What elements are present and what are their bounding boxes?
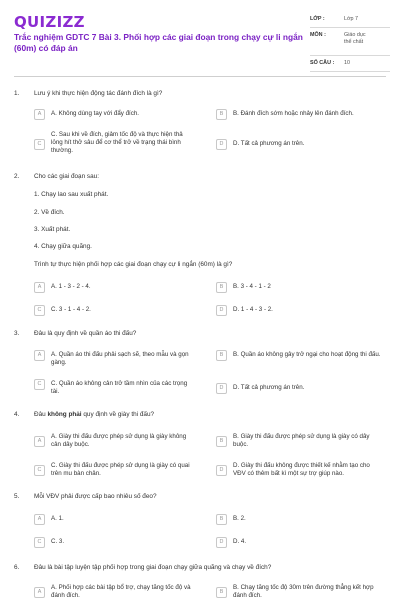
question-text: Mỗi VĐV phải được cấp bao nhiêu số đeo? xyxy=(34,493,157,500)
option-letter-box: B xyxy=(216,282,227,293)
question-text-pre: Đâu xyxy=(34,411,48,418)
meta-value: Lớp 7 xyxy=(344,16,359,22)
option-text: B. Chạy tăng tốc độ 30m trên đường thẳng kết hợp đánh đích. xyxy=(233,584,374,599)
option-letter-box: A xyxy=(34,436,45,447)
option-text: A. Phối hợp các bài tập bổ trợ, chạy tăng tốc độ và đánh đích. xyxy=(51,584,191,599)
option-text: B. Quần áo không gây trở ngại cho hoạt động thi đấu. xyxy=(233,351,381,358)
quizizz-logo: QUIZIZZ xyxy=(14,13,85,31)
option-text: B. 3 - 4 - 1 - 2 xyxy=(233,283,271,290)
option-letter-box: C xyxy=(34,537,45,548)
option-text: D. 1 - 4 - 3 - 2. xyxy=(233,306,273,313)
question-text: Đâu là quy định về quần áo thi đấu? xyxy=(34,330,137,337)
option-letter-box: A xyxy=(34,587,45,598)
option-text: A. Quần áo thi đấu phải sạch sẽ, theo mẫu và gọn gàng. xyxy=(51,351,189,366)
option-text: D. 4. xyxy=(233,538,247,545)
header-divider xyxy=(14,76,386,77)
question-number: 6. xyxy=(14,564,20,571)
list-item: 3. Xuất phát. xyxy=(34,226,71,233)
question-text: Đâu là bài tập luyện tập phối hợp trong giai đoạn chạy giữa quãng và chạy về đích? xyxy=(34,564,272,571)
option-text: C. Sau khi về đích, giảm tốc độ và thực hiện thả lỏng hít thở sâu để cơ thể trở về trạng thái bình thường. xyxy=(51,131,183,154)
option-letter-box: A xyxy=(34,282,45,293)
list-item: 2. Về đích. xyxy=(34,209,65,216)
question-number: 3. xyxy=(14,330,20,337)
option-letter-box: B xyxy=(216,587,227,598)
list-item: 4. Chạy giữa quãng. xyxy=(34,243,92,250)
option-text: C. 3. xyxy=(51,538,65,545)
option-letter-box: C xyxy=(34,465,45,476)
list-item: 1. Chạy lao sau xuất phát. xyxy=(34,191,109,198)
option-letter-box: A xyxy=(34,109,45,120)
option-text: B. Đánh đích sớm hoặc nhảy lên đánh đích. xyxy=(233,110,354,117)
option-letter-box: D xyxy=(216,537,227,548)
meta-label: SỐ CÂU : xyxy=(310,60,335,66)
option-text: D. Giày thi đấu không được thiết kế nhằm tạo cho VĐV có thêm bất kì một sự trợ giúp nào. xyxy=(233,462,370,477)
question-number: 1. xyxy=(14,90,20,97)
option-text: A. Không dùng tay với đẩy đích. xyxy=(51,110,139,117)
option-letter-box: A xyxy=(34,514,45,525)
option-letter-box: B xyxy=(216,436,227,447)
option-letter-box: B xyxy=(216,109,227,120)
option-letter-box: D xyxy=(216,139,227,150)
question-subtext: Trình tự thực hiện phối hợp các giai đoạn chạy cự li ngắn (60m) là gì? xyxy=(34,261,233,268)
option-text: C. Quần áo không cản trở tầm nhìn của các trọng tài. xyxy=(51,380,188,395)
question-number: 2. xyxy=(14,173,20,180)
option-letter-box: D xyxy=(216,305,227,316)
option-text: B. Giày thi đấu được phép sử dụng là giày có dây buộc. xyxy=(233,433,370,448)
meta-row-class xyxy=(310,12,390,28)
option-text: A. 1 - 3 - 2 - 4. xyxy=(51,283,91,290)
option-letter-box: D xyxy=(216,383,227,394)
meta-label: MÔN : xyxy=(310,32,326,38)
option-text: C. 3 - 1 - 4 - 2. xyxy=(51,306,91,313)
option-text: A. 1. xyxy=(51,515,64,522)
option-letter-box: A xyxy=(34,350,45,361)
question-text: Cho các giai đoạn sau: xyxy=(34,173,100,180)
option-text: A. Giày thi đấu được phép sử dụng là giày không cản dây buộc. xyxy=(51,433,187,448)
question-text-emphasis: không phải xyxy=(47,411,82,418)
page-title: Trắc nghiệm GDTC 7 Bài 3. Phối hợp các giai đoạn trong chạy cự li ngắn (60m) có đáp án xyxy=(14,32,303,53)
option-text: D. Tất cả phương án trên. xyxy=(233,140,305,147)
option-text: B. 2. xyxy=(233,515,246,522)
meta-panel xyxy=(310,12,390,72)
meta-label: LỚP : xyxy=(310,16,325,22)
option-letter-box: D xyxy=(216,465,227,476)
question-text: Lưu ý khi thực hiện động tác đánh đích là gì? xyxy=(34,90,163,97)
question-number: 4. xyxy=(14,411,20,418)
meta-row-count xyxy=(310,56,390,72)
option-letter-box: B xyxy=(216,514,227,525)
meta-value: 10 xyxy=(344,60,350,66)
meta-row-subject xyxy=(310,28,390,56)
option-letter-box: C xyxy=(34,139,45,150)
question-number: 5. xyxy=(14,493,20,500)
question-text-post: quy định về giày thi đấu? xyxy=(81,411,155,418)
option-text: C. Giày thi đấu được phép sử dụng là giày có quai trên mu bàn chân. xyxy=(51,462,190,477)
option-text: D. Tất cả phương án trên. xyxy=(233,384,305,391)
option-letter-box: B xyxy=(216,350,227,361)
question-text xyxy=(34,411,374,419)
meta-value: Giáo dục thể chất xyxy=(344,32,366,45)
option-letter-box: C xyxy=(34,379,45,390)
option-letter-box: C xyxy=(34,305,45,316)
